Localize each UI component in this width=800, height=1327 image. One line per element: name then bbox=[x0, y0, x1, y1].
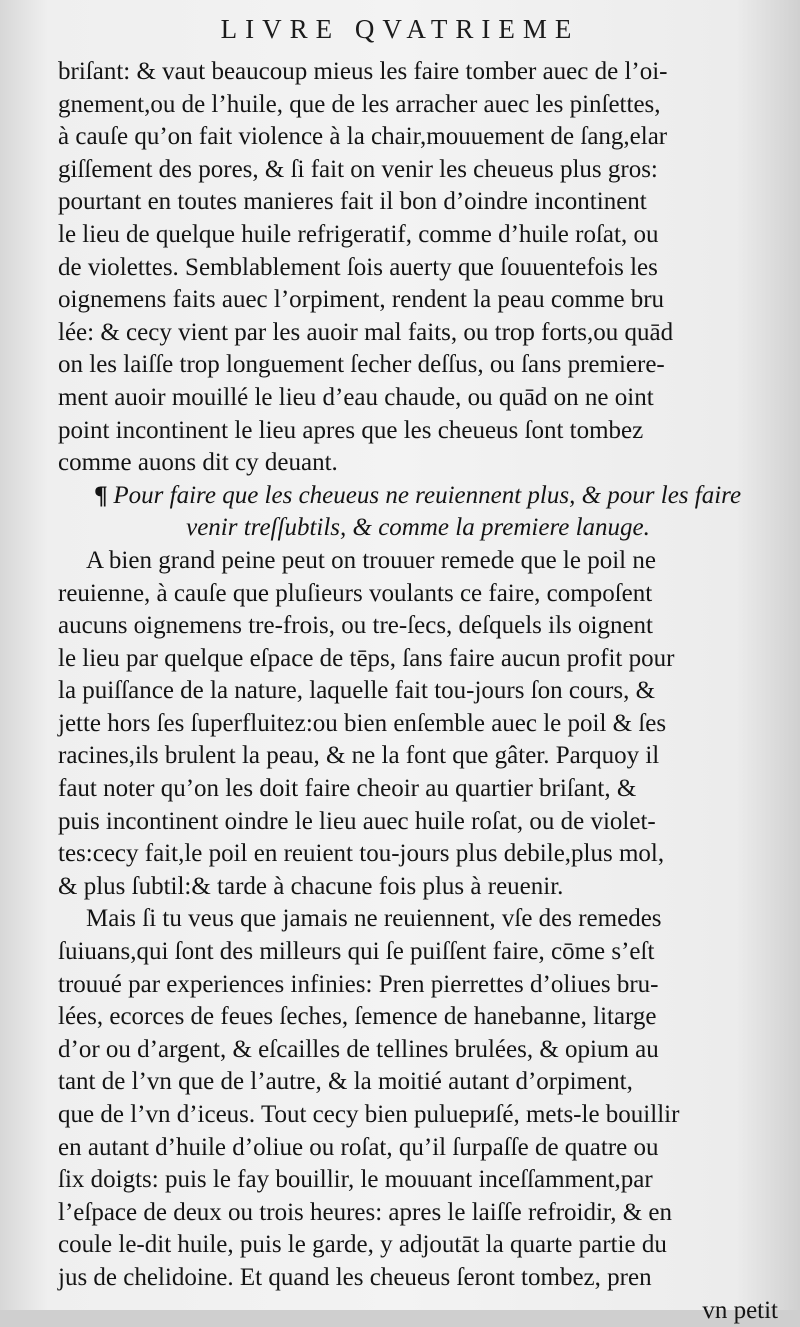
text-line: coule le-dit huile, puis le garde, y adjoutāt la quarte partie du bbox=[58, 1231, 667, 1259]
heading-line-2: venir treſſubtils, & comme la premiere lanuge. bbox=[186, 514, 650, 542]
text-line: briſant: & vaut beaucoup mieus les faire tomber auec de l’oi- bbox=[58, 58, 668, 85]
text-line: en autant d’huile d’oliue ou roſat, qu’il ſurpaſſe de quatre ou bbox=[58, 1133, 659, 1161]
page-body bbox=[58, 56, 778, 1327]
text-line: le lieu par quelque eſpace de tēps, ſans faire aucun profit pour bbox=[58, 644, 675, 672]
text-line: jette hors ſes ſuperfluitez:ou bien enſemble auec le poil & ſes bbox=[58, 709, 667, 737]
catchword: vn petit bbox=[702, 1296, 778, 1324]
text-line: la puiſſance de la nature, laquelle fait tou-jours ſon cours, & bbox=[58, 677, 656, 705]
paragraph-1 bbox=[58, 545, 778, 904]
text-line: tes:cecy fait,le poil en reuient tou-jours plus debile,plus mol, bbox=[58, 840, 665, 868]
text-line: de violettes. Semblablement ſois auerty que ſouuentefois les bbox=[58, 253, 658, 281]
text-line: jus de chelidoine. Et quand les cheueus ſeront tombez, pren bbox=[58, 1263, 652, 1291]
text-line: giſſement des pores, & ſi fait on venir les cheueus plus gros: bbox=[58, 155, 658, 183]
text-line: A bien grand peine peut on trouuer remede que le poil ne bbox=[86, 546, 656, 574]
text-line: faut noter qu’on les doit faire cheoir au quartier briſant, & bbox=[58, 775, 637, 803]
heading-line-1: Pour faire que les cheueus ne reuiennent plus, & pour les faire bbox=[113, 481, 742, 509]
text-line: oignemens faits auec l’orpiment, rendent la peau comme bru bbox=[58, 286, 665, 314]
text-line: l’eſpace de deux ou trois heures: apres le laiſſe refroidir, & en bbox=[58, 1198, 673, 1226]
paragraph-continued bbox=[58, 56, 778, 480]
text-line: racines,ils brulent la peau, & ne la font que gâter. Parquoy il bbox=[58, 742, 660, 770]
text-line: pourtant en toutes manieres fait il bon d’oindre incontinent bbox=[58, 188, 647, 216]
text-line: ſix doigts: puis le fay bouillir, le mouuant inceſſamment,par bbox=[58, 1166, 653, 1194]
running-header: LIVRE QVATRIEME bbox=[220, 14, 580, 44]
text-line: Mais ſi tu veus que jamais ne reuiennent, vſe des remedes bbox=[86, 905, 662, 933]
section-heading bbox=[58, 480, 778, 513]
text-line: comme auons dit cy deuant. bbox=[58, 449, 338, 477]
text-line: tant de l’vn que de l’autre, & la moitié autant d’orpiment, bbox=[58, 1068, 633, 1096]
text-line: point incontinent le lieu apres que les cheueus ſont tombez bbox=[58, 416, 644, 444]
text-line: que de l’vn d’iceus. Tout cecy bien puluериſé, mets-le bouillir bbox=[58, 1101, 680, 1128]
text-line: lée: & cecy vient par les auoir mal faits, ou trop forts,ou quād bbox=[58, 318, 674, 346]
text-line: reuienne, à cauſe que pluſieurs voulants ce faire, compoſent bbox=[58, 579, 653, 607]
paragraph-2 bbox=[58, 903, 778, 1294]
text-line: ment auoir mouillé le lieu d’eau chaude, ou quād on ne oint bbox=[58, 383, 654, 411]
text-line: trouué par experiences infinies: Pren pierrettes d’oliues bru- bbox=[58, 970, 659, 998]
text-line: ſuiuans,qui ſont des milleurs qui ſe puiſſent faire, cōme s’eſt bbox=[58, 938, 655, 966]
text-line: puis incontinent oindre le lieu auec huile roſat, ou de violet- bbox=[58, 807, 656, 835]
text-line: lées, ecorces de feues ſeches, ſemence de hanebanne, litarge bbox=[58, 1003, 657, 1031]
text-line: on les laiſſe trop longuement ſecher deſſus, ou ſans premiere- bbox=[58, 351, 665, 379]
text-line: d’or ou d’argent, & eſcailles de tellines brulées, & opium au bbox=[58, 1035, 659, 1063]
text-line: à cauſe qu’on fait violence à la chair,mouuement de ſang,elar bbox=[58, 123, 668, 151]
pilcrow-mark: ¶ bbox=[94, 481, 108, 509]
text-line: le lieu de quelque huile refrigeratif, comme d’huile roſat, ou bbox=[58, 220, 659, 248]
text-line: aucuns oignemens tre-frois, ou tre-ſecs, deſquels ils oignent bbox=[58, 612, 653, 640]
text-line: gnement,ou de l’huile, que de les arracher auec les pinſettes, bbox=[58, 90, 661, 118]
text-line: & plus ſubtil:& tarde à chacune fois plus à reuenir. bbox=[58, 872, 564, 900]
